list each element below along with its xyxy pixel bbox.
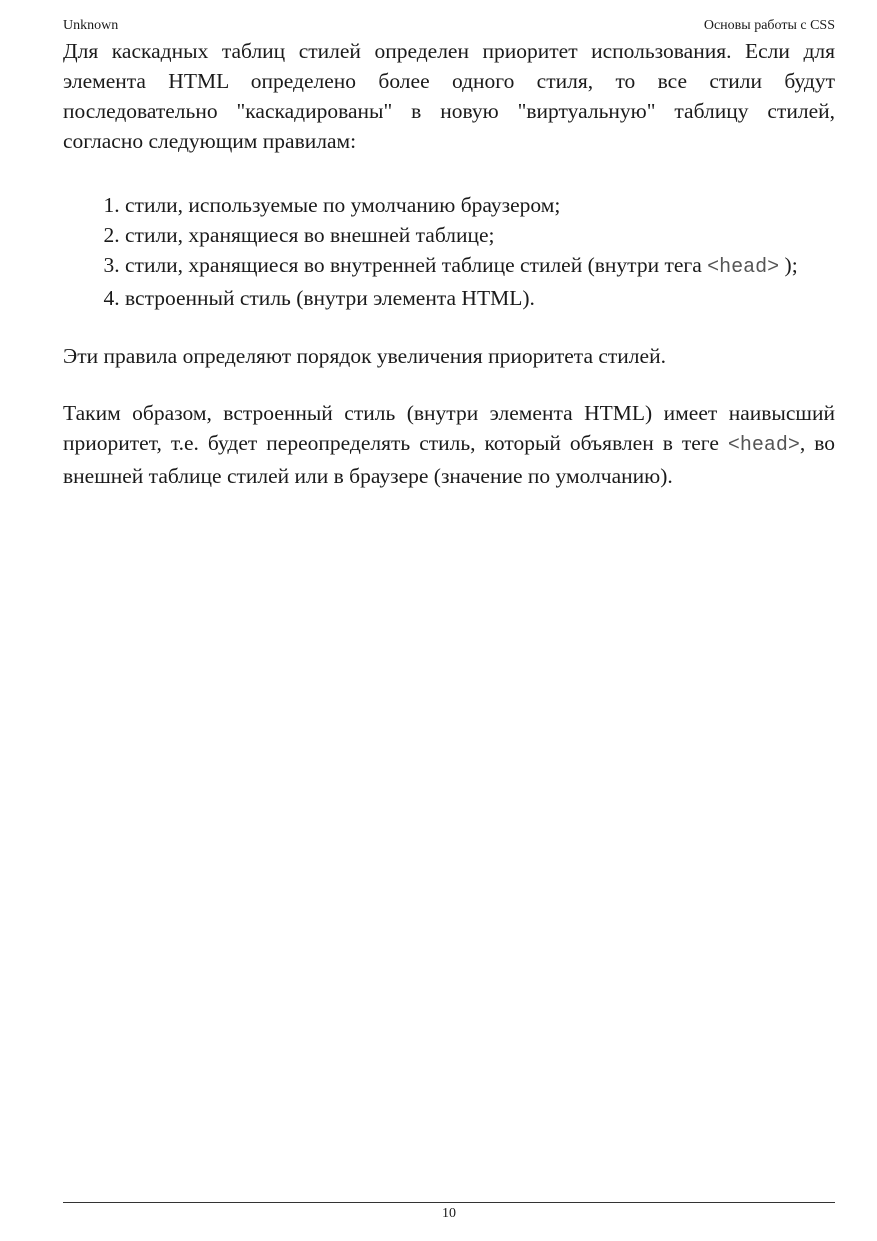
conclusion-text-end: , во внешней таблице стилей или в браузере (значение по умолчанию). [63,431,835,488]
page-number: 10 [442,1206,456,1221]
rule-text: встроенный стиль (внутри элемента HTML). [125,286,535,310]
footer-divider [63,1202,835,1203]
code-head-tag: <head> [707,256,780,279]
cascade-rules-list [63,190,835,313]
list-item [125,250,835,283]
conclusion-text: Таким образом, встроенный стиль (внутри элемента HTML) имеет наивысший приоритет, т.е. будет переопределять стиль, который объявлен в теге [63,401,835,455]
list-item [125,220,835,250]
rule-text: стили, хранящиеся во внутренней таблице стилей (внутри тега [125,253,708,277]
header-author: Unknown [63,18,119,33]
list-item [125,283,835,313]
list-item [125,190,835,220]
rule-text: стили, хранящиеся во внешней таблице; [125,223,495,247]
page-content [63,36,835,491]
conclusion-paragraph [63,398,835,491]
header-document-title: Основы работы с CSS [703,18,835,33]
rule-text-end: ); [779,253,798,277]
page-header [63,17,835,35]
intro-paragraph: Для каскадных таблиц стилей определен приоритет использования. Если для элемента HTML определено более одного стиля, то все стили будут последовательно "каскадированы" в новую "виртуальную" таблицу стилей, согласно следующим правилам: [63,39,835,153]
order-note-paragraph: Эти правила определяют порядок увеличения приоритета стилей. [63,344,666,368]
code-head-tag: <head> [727,434,800,457]
rule-text: стили, используемые по умолчанию браузером; [125,193,561,217]
